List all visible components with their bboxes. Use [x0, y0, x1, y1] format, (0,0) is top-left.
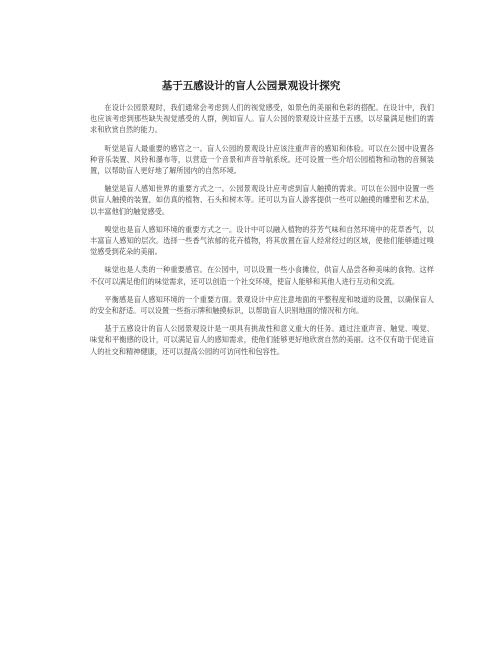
document-title: 基于五感设计的盲人公园景观设计探究	[161, 80, 341, 92]
document-body	[90, 102, 434, 364]
paragraph-conclusion: 基于五感设计的盲人公园景观设计是一项具有挑战性和意义重大的任务。通过注重声音、触觉、嗅觉、味觉和平衡感的设计，可以满足盲人的感知需求，使他们能够更好地欣赏自然的美丽。这不仅有助于促进盲人的社交和精神健康，还可以提高公园的可访问性和包容性。	[90, 324, 434, 356]
paragraph-taste: 味觉也是人类的一种重要感官。在公园中，可以设置一些小食摊位，供盲人品尝各种美味的食物。这样不仅可以满足他们的味觉需求，还可以创造一个社交环境，使盲人能够和其他人进行互动和交流。	[90, 265, 434, 286]
paragraph-touch: 触觉是盲人感知世界的重要方式之一。公园景观设计应考虑到盲人触摸的需求。可以在公园中设置一些供盲人触摸的装置，如仿真的植物、石头和树木等。还可以为盲人游客提供一些可以触摸的雕塑和艺术品，以丰富他们的触觉感受。	[90, 184, 434, 216]
paragraph-hearing: 听觉是盲人最重要的感官之一。盲人公园的景观设计应该注重声音的感知和体验。可以在公园中设置各种音乐装置、风铃和瀑布等，以营造一个音景和声音导航系统。还可设置一些介绍公园植物和动物的音频装置，以帮助盲人更好地了解所园内的自然环境。	[90, 143, 434, 176]
paragraph-smell: 嗅觉也是盲人感知环境的重要方式之一。设计中可以融入植物的芬芳气味和自然环境中的花草香气，以丰富盲人感知的层次。选择一些香气浓郁的花卉植物，将其放置在盲人经常经过的区域，使他们能够通过嗅觉感受到花朵的美丽。	[90, 224, 434, 257]
paragraph-intro: 在设计公园景观时，我们通常会考虑到人们的视觉感受，如景色的美丽和色彩的搭配。在设计中，我们也应该考虑到那些缺失视觉感受的人群，例如盲人。盲人公园的景观设计应基于五感，以尽量满足他们的需求和欣赏自然的能力。	[90, 103, 434, 135]
paragraph-balance: 平衡感是盲人感知环境的一个重要方面。景观设计中应注意地面的平整程度和坡道的设置，以确保盲人的安全和舒适。可以设置一些指示牌和触摸标识，以帮助盲人识别地面的情况和方向。	[90, 294, 434, 316]
